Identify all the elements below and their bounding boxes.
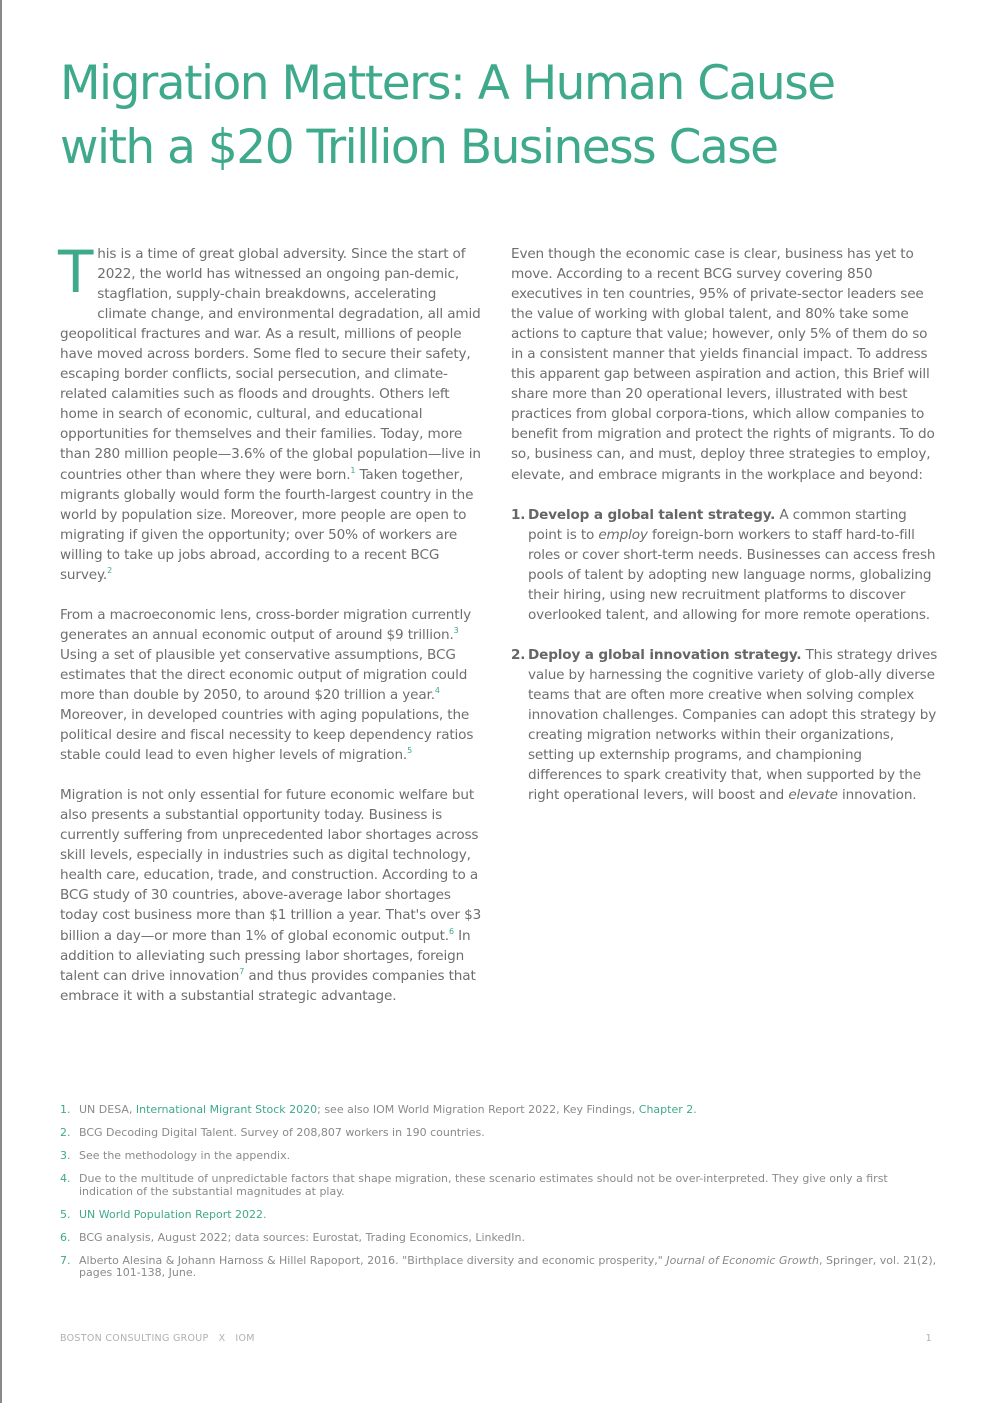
strategy-item: 1. Develop a global talent strategy. A common starting point is to employ foreign-born workers to staff hard-to-fill roles or cover short-term needs. Businesses can access fresh pools of talent by adopting new language norms, globalizing their hiring, using new recruitment platforms to discover overlooked talent, and allowing for more remote operations.	[511, 506, 936, 623]
footnote-3: 3. See the methodology in the appendix.	[60, 1149, 291, 1162]
world-population-report-link[interactable]: UN World Population Report 2022	[79, 1207, 264, 1221]
footnote-4: 4. Due to the multitude of unpredictable factors that shape migration, these scenario estimates should not be over-interpreted. They give only a first indication of the substantial magnitudes at play.	[60, 1172, 888, 1198]
right-column	[511, 244, 939, 825]
footer-separator: X	[218, 1333, 226, 1344]
footnote-ref-3[interactable]: 3	[453, 625, 459, 635]
strategy-item: 2. Deploy a global innovation strategy. This strategy drives value by harnessing the cognitive variety of glob-ally diverse teams that are often more creative when solving complex innovation challenges. Companies can adopt this strategy by creating migration networks within their organizations, setting up externship programs, and championing differences to spark creativity that, when supported by the right operational levers, will boost and elevate innovation.	[511, 646, 938, 804]
footnote-2: 2. BCG Decoding Digital Talent. Survey of 208,807 workers in 190 countries.	[60, 1126, 485, 1139]
footnote-1: 1. UN DESA, International Migrant Stock 2020; see also IOM World Migration Report 2022, Key Findings, Chapter 2.	[60, 1103, 697, 1116]
macroeconomic-paragraph: From a macroeconomic lens, cross-border migration currently generates an annual economic output of around $9 trillion.$^3$ Using a set of plausible yet conservative assumptions, BCG estimates that the direct economic output of migration could more than double by 2050, to around $20 trillion a year.$^4$ Moreover, in developed countries with aging populations, the political desire and fiscal necessity to keep dependency ratios stable could lead to even higher levels of migration.$^5$	[60, 606, 474, 764]
drop-cap: T	[58, 238, 94, 306]
footnote-ref-1[interactable]: 1	[350, 465, 356, 475]
page-footer	[60, 1333, 932, 1344]
footer-brand: BOSTON CONSULTING GROUP	[60, 1333, 209, 1344]
footnotes	[60, 1104, 940, 1290]
footnote-ref-6[interactable]: 6	[448, 926, 454, 936]
footnote-ref-4[interactable]: 4	[434, 685, 440, 695]
footnote-ref-5[interactable]: 5	[407, 746, 413, 756]
strategy-heading: Develop a global talent strategy.	[528, 506, 776, 523]
intro-paragraph: This is a time of great global adversity. Since the start of 2022, the world has witnessed an ongoing pan-demic, stagflation, supply-chain breakdowns, accelerating climate change, and environmental degradation, all amid geopolitical fractures and war. As a result, millions of people have moved across borders. Some fled to secure their safety, escaping border conflicts, social persecution, and climate-related calamities such as floods and droughts. Others left home in search of economic, cultural, and educational opportunities for themselves and their families. Today, more than 280 million people—3.6% of the global population—live in countries other than where they were born.$^1$ Taken together, migrants globally would form the fourth-largest country in the world by population size. Moreover, more people are open to migrating if given the opportunity; over 50% of workers are willing to take up jobs abroad, according to a recent BCG survey.$^2$	[58, 238, 481, 583]
strategy-number: 1.	[511, 506, 526, 523]
opportunity-paragraph: Migration is not only essential for future economic welfare but also presents a substantial opportunity today. Business is currently suffering from unprecedented labor shortages across skill levels, especially in industries such as digital technology, health care, education, trade, and construction. According to a BCG study of 30 countries, above-average labor shortages today cost business more than $1 trillion a year. That's over $3 billion a day—or more than 1% of global economic output.$^6$ In addition to alleviating such pressing labor shortages, foreign talent can drive innovation$^7$ and thus provides companies that embrace it with a substantial strategic advantage.	[60, 787, 482, 1004]
footnote-ref-2[interactable]: 2	[107, 565, 113, 575]
page-title	[60, 52, 940, 180]
footer-partner: IOM	[235, 1333, 255, 1344]
migrant-stock-link[interactable]: International Migrant Stock 2020	[135, 1103, 318, 1116]
footnote-7: 7. Alberto Alesina & Johann Harnoss & Hillel Rapoport, 2016. "Birthplace diversity and economic prosperity," Journal of Economic Growth, Springer, vol. 21(2), pages 101-138, June.	[60, 1253, 937, 1279]
left-column	[58, 238, 485, 1026]
strategy-heading: Deploy a global innovation strategy.	[528, 646, 802, 663]
footnote-6: 6. BCG analysis, August 2022; data sources: Eurostat, Trading Economics, LinkedIn.	[60, 1230, 525, 1244]
footnote-ref-7[interactable]: 7	[239, 966, 245, 976]
strategies-list	[511, 505, 939, 806]
page-left-edge	[0, 0, 2, 1403]
strategy-number: 2.	[511, 646, 526, 663]
business-case-paragraph: Even though the economic case is clear, business has yet to move. According to a recent BCG survey covering 850 executives in ten countries, 95% of private-sector leaders see the value of working with global talent, and 80% take some actions to capture that value; however, only 5% of them do so in a consistent manner that yields financial impact. To address this apparent gap between aspiration and action, this Brief will share more than 20 operational levers, illustrated with best practices from global corpora-tions, which allow companies to benefit from migration and protect the rights of migrants. To do so, business can, and must, deploy three strategies to employ, elevate, and embrace migrants in the workplace and beyond:	[511, 246, 935, 483]
chapter-2-link[interactable]: Chapter 2	[638, 1103, 694, 1116]
title-line-1: Migration Matters: A Human Cause	[60, 56, 835, 111]
title-line-2: with a $20 Trillion Business Case	[60, 120, 778, 175]
footnote-5: 5. UN World Population Report 2022.	[60, 1207, 267, 1221]
page-number: 1	[925, 1333, 932, 1344]
